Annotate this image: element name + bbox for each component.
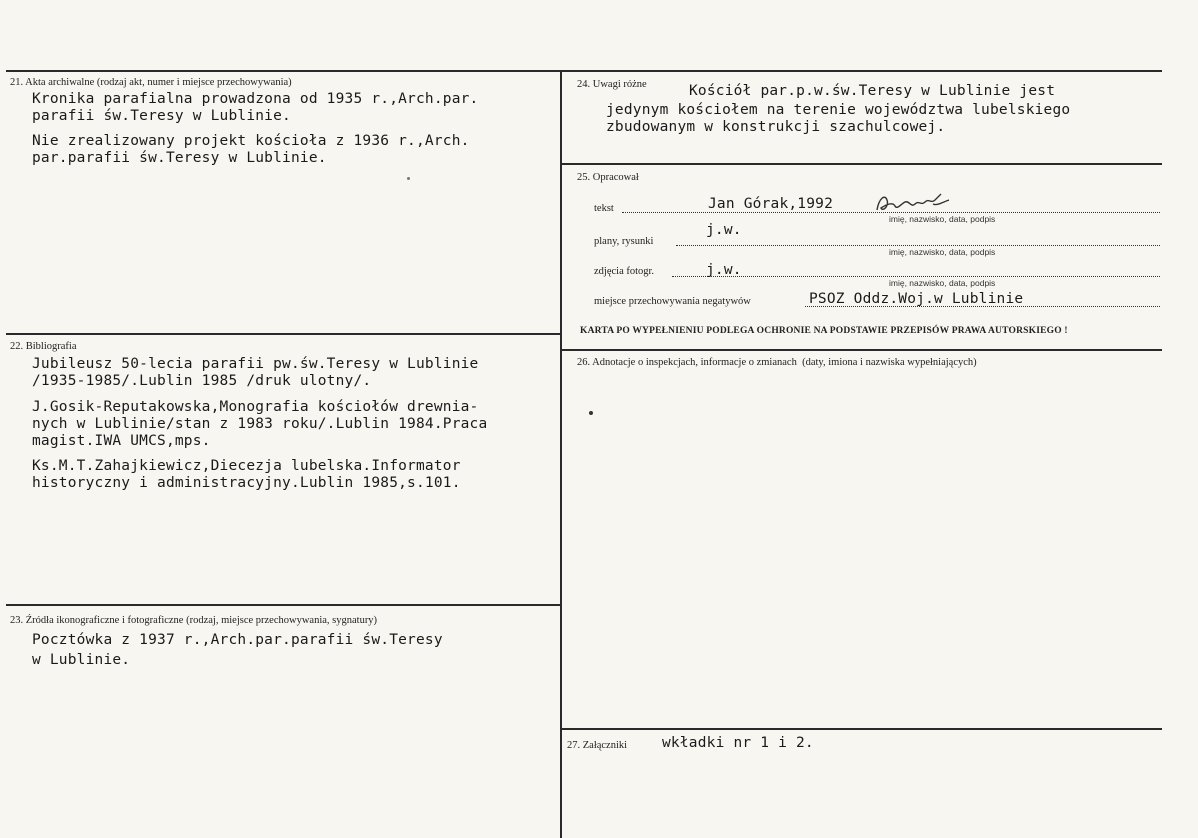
section-22-line-6: Ks.M.T.Zahajkiewicz,Diecezja lubelska.Informator [32, 458, 461, 474]
section-23-line-1: Pocztówka z 1937 r.,Arch.par.parafii św.Teresy [32, 632, 443, 648]
rule-26-27 [561, 728, 1162, 730]
rule-22-23 [6, 604, 561, 606]
rule-25-26 [561, 349, 1162, 351]
zdjecia-value: j.w. [706, 262, 742, 278]
rule-24-25 [561, 163, 1162, 165]
speck-mark-2 [407, 177, 410, 180]
tekst-label: tekst [594, 203, 614, 214]
rule-21-22 [6, 333, 561, 335]
section-25-label: 25. Opracował [577, 172, 639, 183]
zdjecia-label: zdjęcia fotogr. [594, 266, 655, 277]
section-22-line-5: magist.IWA UMCS,mps. [32, 433, 211, 449]
section-24-label: 24. Uwagi różne [577, 79, 647, 90]
section-21-line-2: parafii św.Teresy w Lublinie. [32, 108, 291, 124]
speck-mark [589, 411, 593, 415]
miejsce-label: miejsce przechowywania negatywów [594, 296, 751, 307]
section-22-label: 22. Bibliografia [10, 341, 77, 352]
plany-hint: imię, nazwisko, data, podpis [889, 247, 996, 257]
section-23-label: 23. Źródła ikonograficzne i fotograficzne (rodzaj, miejsce przechowywania, sygnatury) [10, 615, 378, 626]
top-rule [6, 70, 1162, 72]
section-26-label: 26. Adnotacje o inspekcjach, informacje o zmianach (daty, imiona i nazwiska wypełniających) [577, 357, 977, 368]
section-27-value: wkładki nr 1 i 2. [662, 735, 814, 751]
plany-value: j.w. [706, 222, 742, 238]
tekst-value: Jan Górak,1992 [708, 196, 834, 212]
zdjecia-dotted-line [672, 276, 1160, 277]
section-22-line-4: nych w Lublinie/stan z 1983 roku/.Lublin 1984.Praca [32, 416, 488, 432]
plany-dotted-line [676, 245, 1160, 246]
section-23-line-2: w Lublinie. [32, 652, 131, 668]
section-21-line-4: par.parafii św.Teresy w Lublinie. [32, 150, 327, 166]
plany-label: plany, rysunki [594, 236, 654, 247]
tekst-hint: imię, nazwisko, data, podpis [889, 214, 996, 224]
miejsce-value: PSOZ Oddz.Woj.w Lublinie [809, 291, 1024, 307]
section-24-line-3: zbudowanym w konstrukcji szachulcowej. [606, 119, 946, 135]
section-24-line-1: Kościół par.p.w.św.Teresy w Lublinie jest [689, 83, 1056, 99]
section-22-line-1: Jubileusz 50-lecia parafii pw.św.Teresy w Lublinie [32, 356, 479, 372]
signature-icon [873, 190, 953, 216]
section-21-line-1: Kronika parafialna prowadzona od 1935 r.,Arch.par. [32, 91, 479, 107]
section-22-line-2: /1935-1985/.Lublin 1985 /druk ulotny/. [32, 373, 372, 389]
section-21-label: 21. Akta archiwalne (rodzaj akt, numer i miejsce przechowywania) [10, 77, 292, 88]
section-22-line-7: historyczny i administracyjny.Lublin 1985,s.101. [32, 475, 461, 491]
center-divider [560, 70, 562, 838]
section-24-line-2: jedynym kościołem na terenie województwa lubelskiego [606, 102, 1071, 118]
zdjecia-hint: imię, nazwisko, data, podpis [889, 278, 996, 288]
copyright-notice: KARTA PO WYPEŁNIENIU PODLEGA OCHRONIE NA PODSTAWIE PRZEPISÓW PRAWA AUTORSKIEGO ! [580, 326, 1068, 336]
section-27-label: 27. Załączniki [567, 740, 628, 751]
section-22-line-3: J.Gosik-Reputakowska,Monografia kościołów drewnia- [32, 399, 479, 415]
section-21-line-3: Nie zrealizowany projekt kościoła z 1936 r.,Arch. [32, 133, 470, 149]
